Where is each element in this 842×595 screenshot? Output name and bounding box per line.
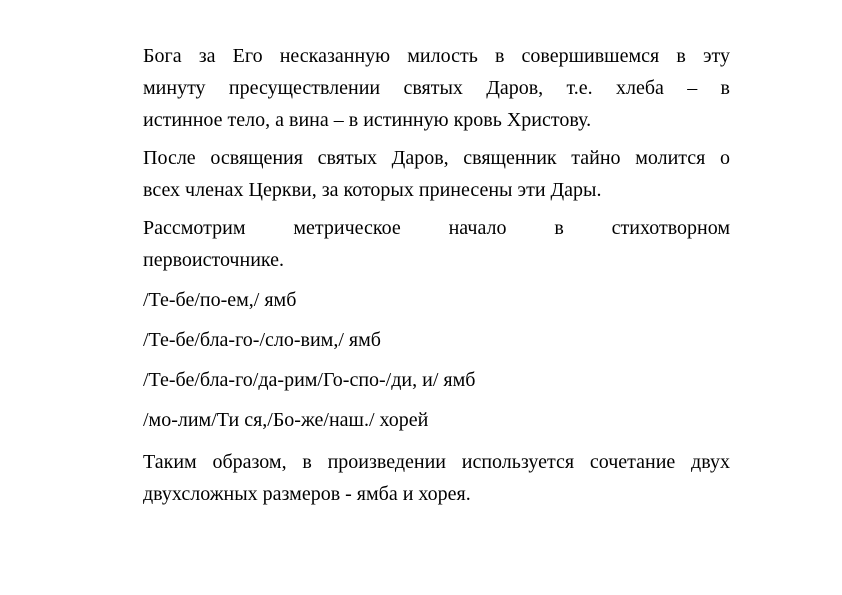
paragraph-2-line-2: всех членах Церкви, за которых принесены эти Дары.: [143, 179, 602, 201]
paragraph-7: [143, 404, 730, 436]
paragraph-1-line-2: минуту пресуществлении святых Даров, т.е. хлеба – в: [143, 77, 730, 99]
paragraph-1-line-3: истинное тело, а вина – в истинную кровь Христову.: [143, 109, 592, 131]
scansion-line-1: /Те-бе/по-ем,/ ямб: [143, 289, 297, 311]
paragraph-6: [143, 364, 730, 396]
paragraph-1-line-1: Бога за Его несказанную милость в совершившемся в эту: [143, 45, 730, 67]
paragraph-1: [143, 40, 730, 136]
paragraph-8-line-1: Таким образом, в произведении используется сочетание двух: [143, 451, 730, 473]
scansion-line-4: /мо-лим/Ти ся,/Бо-же/наш./ хорей: [143, 409, 429, 431]
paragraph-3-line-1: Рассмотрим метрическое начало в стихотворном: [143, 217, 730, 239]
paragraph-2: [143, 142, 730, 206]
paragraph-2-line-1: После освящения святых Даров, священник тайно молится о: [143, 147, 730, 169]
paragraph-8: [143, 446, 730, 510]
paragraph-4: [143, 284, 730, 316]
scansion-line-3: /Те-бе/бла-го/да-рим/Го-спо-/ди, и/ ямб: [143, 369, 476, 391]
paragraph-8-line-2: двухсложных размеров - ямба и хорея.: [143, 483, 471, 505]
paragraph-3-line-2: первоисточнике.: [143, 249, 284, 271]
paragraph-3: [143, 212, 730, 276]
scansion-line-2: /Те-бе/бла-го-/сло-вим,/ ямб: [143, 329, 381, 351]
paragraph-5: [143, 324, 730, 356]
